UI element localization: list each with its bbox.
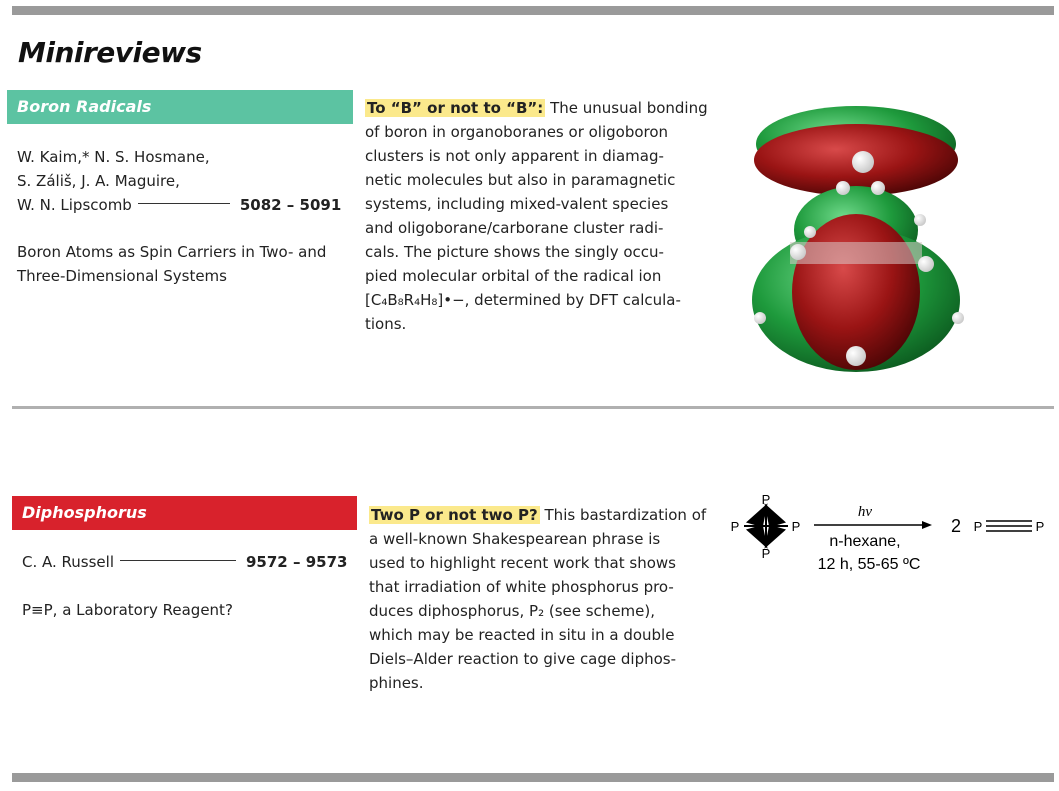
abstract-line: a well-known Shakespearean phrase is bbox=[369, 530, 661, 548]
atom-label: P bbox=[730, 519, 740, 534]
atom-label: P bbox=[973, 519, 983, 534]
abstract-line: [C₄B₈R₄H₈]•−, determined by DFT calcula- bbox=[365, 291, 681, 309]
atom-label: P bbox=[761, 492, 771, 507]
abstract-diphosphorus bbox=[369, 503, 706, 695]
product-coefficient: 2 bbox=[950, 516, 962, 536]
page-range[interactable]: 5082 – 5091 bbox=[239, 196, 342, 214]
section-divider bbox=[12, 406, 1054, 409]
abstract-line: This bastardization of bbox=[539, 506, 707, 524]
abstract-line: tions. bbox=[365, 315, 407, 333]
article-title-boron[interactable] bbox=[17, 240, 326, 288]
title-line: Three-Dimensional Systems bbox=[17, 267, 227, 285]
abstract-line: used to highlight recent work that shows bbox=[369, 554, 676, 572]
page-range[interactable]: 9572 – 9573 bbox=[246, 553, 348, 571]
leader-line bbox=[138, 203, 230, 204]
article-title-diphosphorus[interactable] bbox=[22, 598, 233, 622]
reaction-scheme bbox=[722, 490, 1052, 580]
abstract-line: clusters is not only apparent in diamag- bbox=[365, 147, 664, 165]
section-tag-boron: Boron Radicals bbox=[7, 90, 353, 124]
reagent-label: hν bbox=[857, 504, 873, 520]
title-line: P≡P, a Laboratory Reagent? bbox=[22, 601, 233, 619]
author-line: W. Kaim,* N. S. Hosmane, bbox=[17, 148, 210, 166]
atom-label: P bbox=[1035, 519, 1045, 534]
abstract-line: The unusual bonding bbox=[545, 99, 708, 117]
authors-diphosphorus bbox=[22, 550, 347, 574]
abstract-line: which may be reacted in situ in a double bbox=[369, 626, 675, 644]
abstract-line: cals. The picture shows the singly occu- bbox=[365, 243, 664, 261]
bottom-bar bbox=[12, 773, 1054, 782]
conditions-label: 12 h, 55-65 ºC bbox=[817, 556, 921, 573]
authors-boron bbox=[17, 145, 341, 217]
abstract-highlight: To “B” or not to “B”: bbox=[367, 99, 544, 117]
page-title: Minireviews bbox=[18, 36, 202, 69]
abstract-boron bbox=[365, 96, 708, 336]
leader-line bbox=[120, 560, 236, 561]
section-tag-diphosphorus: Diphosphorus bbox=[12, 496, 357, 530]
abstract-line: and oligoborane/carborane cluster radi- bbox=[365, 219, 664, 237]
top-bar bbox=[12, 6, 1054, 15]
author-line: C. A. Russell bbox=[22, 553, 114, 571]
abstract-line: duces diphosphorus, P₂ (see scheme), bbox=[369, 602, 656, 620]
abstract-line: pied molecular orbital of the radical ion bbox=[365, 267, 662, 285]
author-line: S. Záliš, J. A. Maguire, bbox=[17, 172, 180, 190]
abstract-line: netic molecules but also in paramagnetic bbox=[365, 171, 676, 189]
arrow-head bbox=[922, 521, 932, 529]
solvent-label: n-hexane, bbox=[829, 533, 901, 550]
p4-tetrahedron bbox=[744, 506, 788, 546]
abstract-line: that irradiation of white phosphorus pro- bbox=[369, 578, 674, 596]
abstract-line: phines. bbox=[369, 674, 424, 692]
abstract-line: systems, including mixed-valent species bbox=[365, 195, 669, 213]
author-line: W. N. Lipscomb bbox=[17, 196, 132, 214]
atom-label: P bbox=[791, 519, 801, 534]
molecular-orbital-image bbox=[748, 92, 964, 388]
abstract-highlight: Two P or not two P? bbox=[371, 506, 538, 524]
abstract-line: of boron in organoboranes or oligoboron bbox=[365, 123, 669, 141]
title-line: Boron Atoms as Spin Carriers in Two- and bbox=[17, 243, 327, 261]
abstract-line: Diels–Alder reaction to give cage diphos- bbox=[369, 650, 677, 668]
atom-label: P bbox=[761, 546, 771, 561]
